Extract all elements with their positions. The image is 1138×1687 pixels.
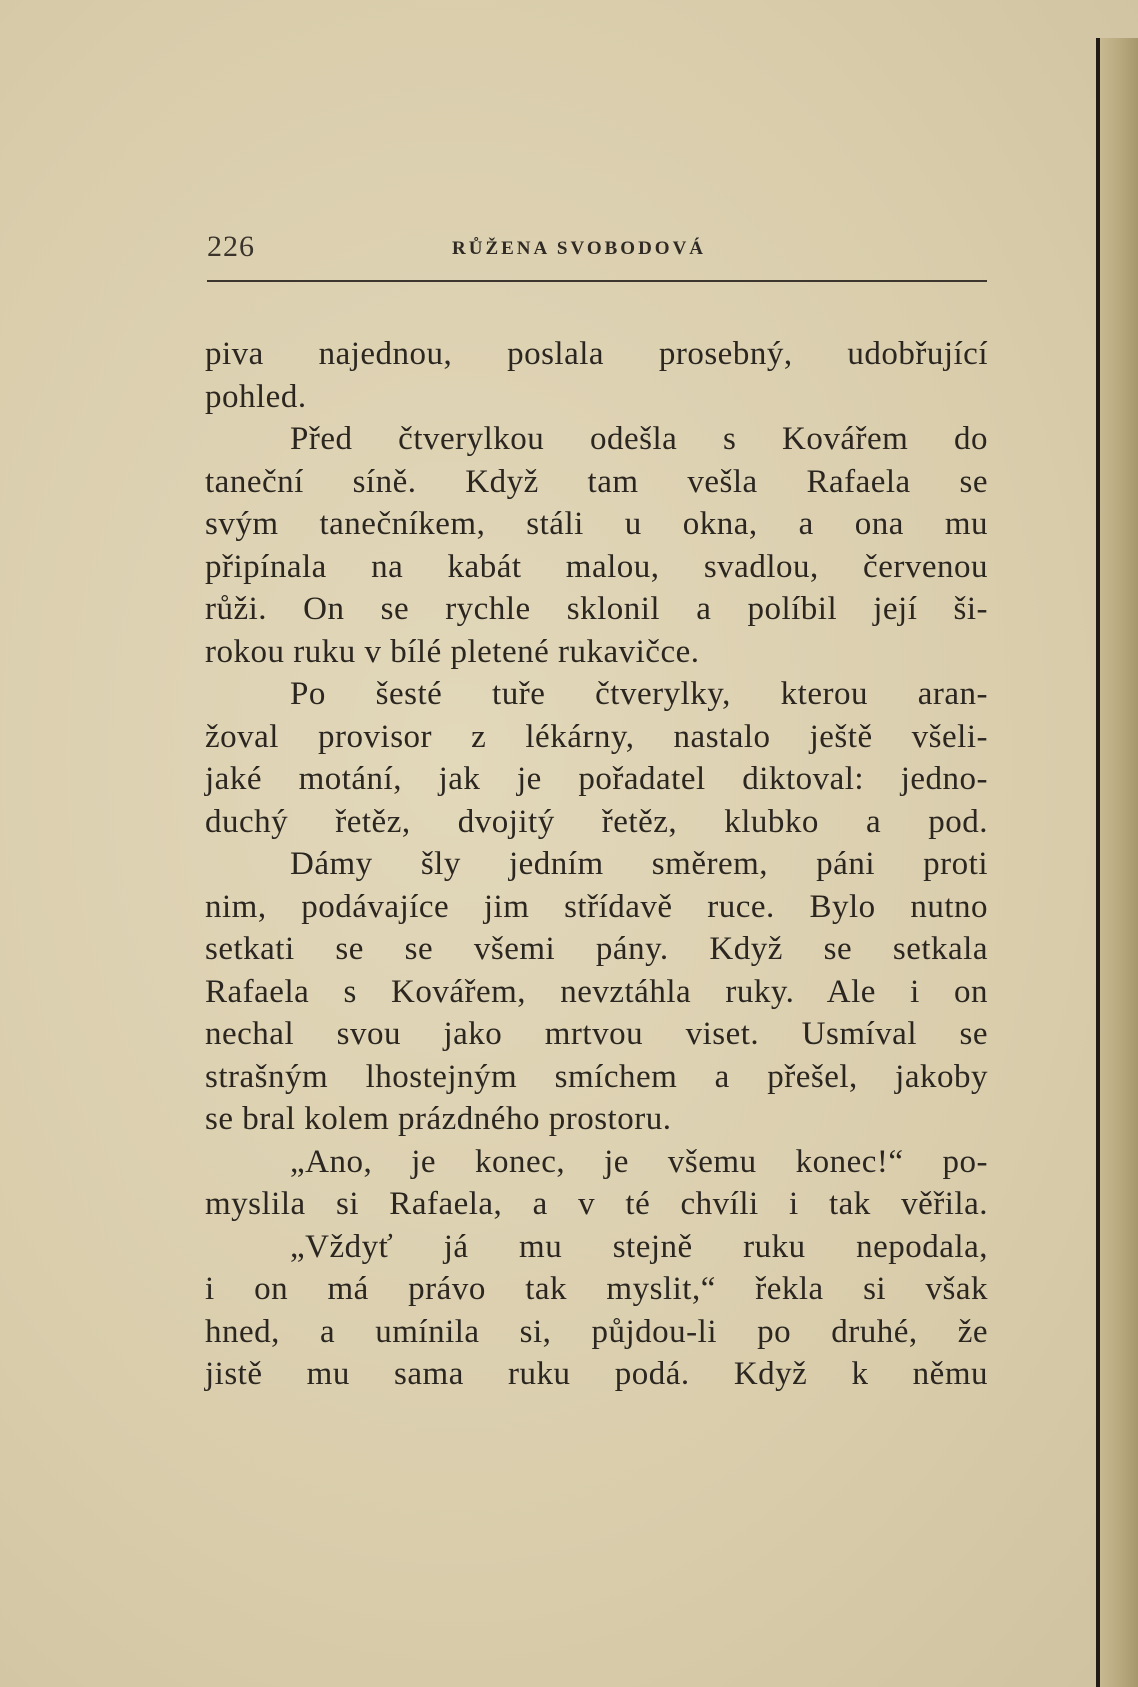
- text-line: strašným lhostejným smíchem a přešel, jakoby: [205, 1058, 988, 1095]
- text-line: rokou ruku v bílé pletené rukavičce.: [205, 633, 700, 670]
- text-line: pohled.: [205, 378, 307, 415]
- text-line: jaké motání, jak je pořadatel diktoval: jedno-: [205, 761, 988, 797]
- text-line: „Vždyť já mu stejně ruku nepodala,: [290, 1228, 988, 1265]
- text-line: svým tanečníkem, stáli u okna, a ona mu: [205, 506, 988, 542]
- text-line: Dámy šly jedním směrem, páni proti: [290, 846, 988, 882]
- text-line: se bral kolem prázdného prostoru.: [205, 1101, 672, 1137]
- text-line: setkati se se všemi pány. Když se setkala: [205, 931, 988, 967]
- text-line: Po šesté tuře čtverylky, kterou aran-: [290, 676, 988, 712]
- text-line: „Ano, je konec, je všemu konec!“ po-: [290, 1143, 988, 1180]
- text-line: Rafaela s Kovářem, nevztáhla ruky. Ale i on: [205, 973, 988, 1010]
- text-line: připínala na kabát malou, svadlou, červenou: [205, 548, 988, 585]
- text-line: růži. On se rychle sklonil a políbil její ši-: [205, 591, 988, 627]
- text-line: myslila si Rafaela, a v té chvíli i tak věřila.: [205, 1186, 988, 1222]
- text-line: nim, podávajíce jim střídavě ruce. Bylo nutno: [205, 888, 988, 925]
- header-rule: [207, 280, 987, 282]
- text-line: žoval provisor z lékárny, nastalo ještě všeli-: [205, 718, 988, 755]
- page-binding-line: [1096, 38, 1100, 1687]
- body-text: [205, 333, 988, 1396]
- text-line: i on má právo tak myslit,“ řekla si však: [205, 1271, 988, 1307]
- text-line: nechal svou jako mrtvou viset. Usmíval se: [205, 1016, 988, 1052]
- page-header: [207, 230, 987, 270]
- text-line: Před čtverylkou odešla s Kovářem do: [290, 421, 988, 457]
- running-head: RŮŽENA SVOBODOVÁ: [452, 238, 707, 259]
- text-line: jistě mu sama ruku podá. Když k němu: [205, 1356, 988, 1392]
- text-line: hned, a umínila si, půjdou-li po druhé, že: [205, 1313, 988, 1350]
- page-number: 226: [207, 230, 255, 263]
- text-line: duchý řetěz, dvojitý řetěz, klubko a pod.: [205, 803, 988, 840]
- page-binding-edge: [1098, 38, 1138, 1687]
- text-line: piva najednou, poslala prosebný, udobřující: [205, 336, 988, 372]
- text-line: taneční síně. Když tam vešla Rafaela se: [205, 463, 988, 500]
